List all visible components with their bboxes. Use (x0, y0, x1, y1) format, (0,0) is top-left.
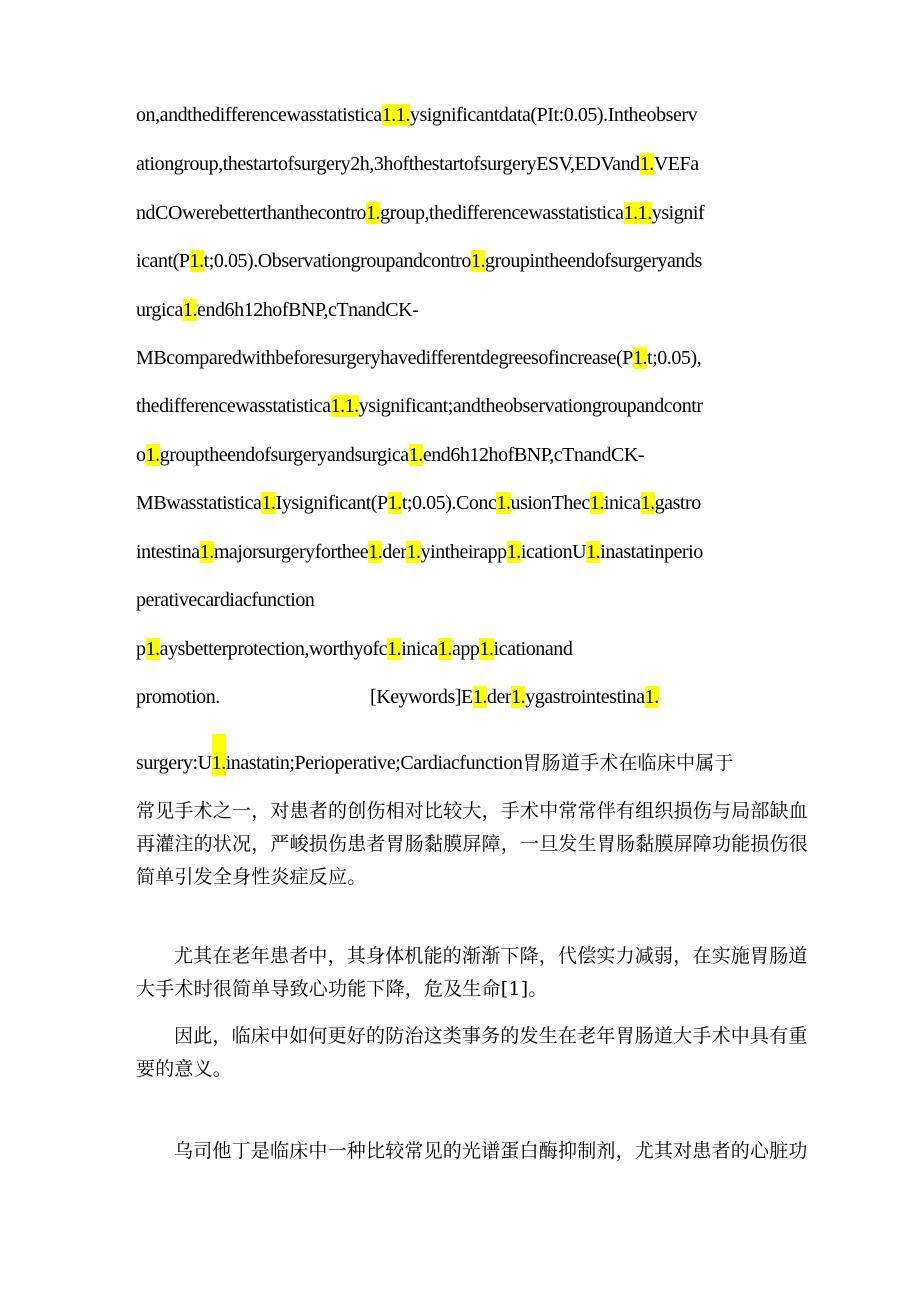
highlighted-text: 1. (387, 492, 402, 514)
highlighted-text: 1. (365, 202, 381, 224)
highlighted-text: 1. (199, 541, 214, 563)
highlighted-text: 1. (145, 638, 160, 660)
text-run: t;0.05).Conc (401, 492, 497, 514)
text-run: t;0.05), (647, 347, 702, 369)
abstract-line (136, 393, 703, 419)
text-run: icationand (493, 638, 573, 660)
abstract-line (136, 539, 703, 565)
abstract-line (136, 200, 704, 226)
highlighted-text: 1. (496, 492, 511, 514)
text-run: on,andthedifferencewasstatistica (136, 104, 382, 126)
text-run: yintheirapp (420, 541, 507, 563)
highlighted-text: 1.1. (623, 202, 652, 224)
text-run: p (136, 638, 146, 660)
abstract-line (136, 102, 697, 128)
text-run: urgica (136, 299, 183, 321)
body-paragraph-line: 大手术时很简单导致心功能下降，危及生命[1]。 (136, 978, 548, 1000)
text-run: ysignif (651, 202, 705, 224)
highlighted-text: 1. (261, 492, 276, 514)
highlighted-text: 1. (632, 347, 648, 369)
text-run: group,thedifferencewasstatistica (380, 202, 624, 224)
body-paragraph-line: 尤其在老年患者中，其身体机能的渐渐下降，代偿实力减弱，在实施胃肠道 (174, 945, 808, 967)
highlighted-text: 1. (406, 541, 421, 563)
text-run: der (382, 541, 407, 563)
highlighted-text: 1. (437, 638, 452, 660)
text-run: groupintheendofsurgeryands (485, 250, 702, 272)
abstract-line (136, 587, 314, 613)
text-run: perativecardiacfunction (136, 589, 315, 611)
text-run: inastatinperio (600, 541, 703, 563)
body-paragraph-line: 乌司他丁是临床中一种比较常见的光谱蛋白酶抑制剂，尤其对患者的心脏功 (174, 1140, 808, 1162)
text-run: intestina (136, 541, 200, 563)
text-run: icant(P (136, 250, 190, 272)
text-run: thedifferencewasstatistica (136, 395, 331, 417)
highlighted-text: 1. (639, 153, 654, 175)
text-run: usionThec (510, 492, 590, 514)
body-paragraph-line: 因此，临床中如何更好的防治这类事务的发生在老年胃肠道大手术中具有重 (174, 1025, 808, 1047)
text-run: inica (401, 638, 438, 660)
text-run: gastro (654, 492, 701, 514)
text-run: surgery:U (136, 752, 212, 774)
text-run: MBcomparedwithbeforesurgeryhavedifferentdegreesofincrease(P (136, 347, 633, 369)
text-run: ndCOwerebetterthanthecontro (136, 202, 366, 224)
text-run: ygastrointestina (525, 686, 645, 708)
text-run: t;0.05).Observationgroupandcontro (203, 250, 471, 272)
abstract-line (136, 442, 644, 468)
abstract-line (136, 297, 418, 323)
text-run: ysignificant;andtheobservationgroupandcontr (358, 395, 703, 417)
highlighted-text: 1. (479, 638, 494, 660)
highlighted-text: 1. (506, 541, 521, 563)
abstract-line (136, 636, 572, 662)
text-run: inastatin;Perioperative;Cardiacfunction (225, 752, 523, 774)
text-run: end6h12hofBNP,cTnandCK- (422, 444, 645, 466)
body-paragraph-line: 常见手术之一，对患者的创伤相对比较大，手术中常常伴有组织损伤与局部缺血 (136, 800, 809, 822)
body-paragraph-line: 要的意义。 (136, 1058, 233, 1080)
text-run: Iysignificant(P (275, 492, 388, 514)
highlighted-text: 1. (586, 541, 601, 563)
text-run: app (451, 638, 480, 660)
highlighted-text: 1. (640, 492, 655, 514)
text-run: end6h12hofBNP,cTnandCK- (197, 299, 419, 321)
highlighted-text: 1. (472, 686, 487, 708)
text-run: 胃肠道手术在临床中属于 (522, 752, 734, 774)
highlighted-text: 1. (589, 492, 604, 514)
promotion-text: promotion. (136, 686, 220, 708)
text-run: majorsurgeryforthee (213, 541, 369, 563)
text-run: ysignificantdata(PIt:0.05).Intheobserv (409, 104, 698, 126)
highlighted-text: 1. (470, 250, 486, 272)
highlighted-text: 1. (511, 686, 526, 708)
text-run: MBwasstatistica (136, 492, 262, 514)
keywords-line (370, 684, 659, 710)
body-paragraph-line: 再灌注的状况，严峻损伤患者胃肠黏膜屏障，一旦发生胃肠黏膜屏障功能损伤很 (136, 833, 809, 855)
highlighted-text: 1. (368, 541, 383, 563)
highlighted-text: 1. (189, 250, 204, 272)
text-run: grouptheendofsurgeryandsurgica (159, 444, 409, 466)
text-run: ationgroup,thestartofsurgery2h,3hofthestartofsurgeryESV,EDVand (136, 153, 640, 175)
highlighted-text: 1. (644, 686, 659, 708)
text-run: der (486, 686, 512, 708)
highlighted-text: 1. (408, 444, 423, 466)
highlighted-text: 1.1. (381, 104, 410, 126)
highlighted-text: 1.1. (330, 395, 359, 417)
text-run: o (136, 444, 146, 466)
highlighted-text: 1. (211, 752, 226, 774)
text-run: icationU (520, 541, 587, 563)
text-run: [Keywords]E (370, 686, 473, 708)
text-run: inica (603, 492, 641, 514)
highlighted-text: 1. (182, 299, 198, 321)
abstract-line (136, 345, 701, 371)
abstract-line (136, 248, 702, 274)
highlighted-text: 1. (387, 638, 402, 660)
abstract-line (136, 490, 701, 516)
text-run: VEFa (653, 153, 699, 175)
abstract-line (136, 151, 699, 177)
text-run: aysbetterprotection,worthyofc (159, 638, 388, 660)
surgery-keywords-line (136, 750, 734, 776)
highlighted-text: 1. (145, 444, 160, 466)
body-paragraph-line: 简单引发全身性炎症反应。 (136, 866, 367, 888)
